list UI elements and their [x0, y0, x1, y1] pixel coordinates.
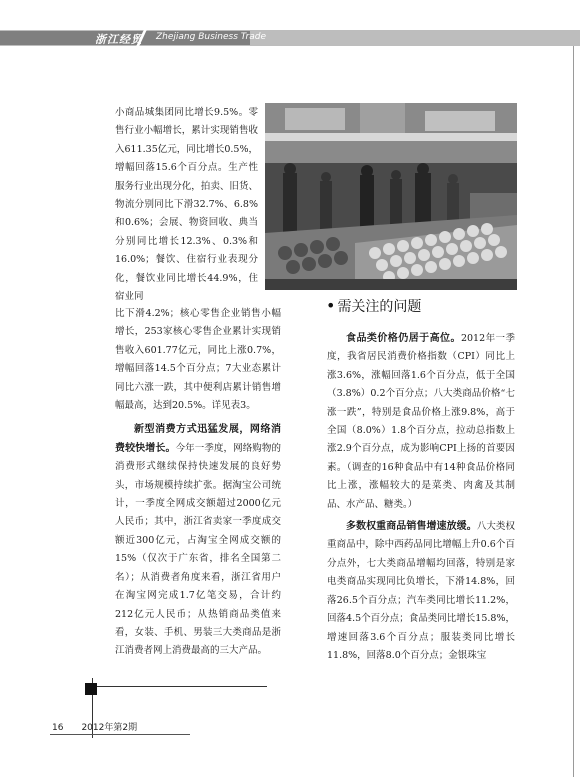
left-paragraph-retail: 比下滑4.2%；核心零售企业销售小幅增长，253家核心零售企业累计实现销售收入601.77亿元，同比上涨0.7%，增幅回落14.5个百分点；7大业态累计同比六涨一跌，其中便利店累计销售增幅最高，达到20.5%。详见表3。: [115, 308, 281, 412]
magazine-subtitle: Zhejiang Business Trade: [156, 32, 267, 42]
corner-mark-horizontal: [92, 686, 267, 687]
food-price-heading: 食品类价格仍居于高位。: [346, 333, 461, 344]
online-consumption-text: 今年一季度，网络购物的消费形式继续保持快速发展的良好势头，市场规模持续扩张。据淘宝公司统计，一季度全网成交额超过2000亿元人民币；其中，浙江省卖家一季度成交额近300亿元，占淘宝全网成交额的15%（仅次于广东省，排名全国第二名）；从消费者角度来看，浙江省用户在淘宝网完成1.7亿笔交易，合计约212亿元人民币；从热销商品类值来看，女装、手机、男装三大类商品是浙江消费者网上消费最高的三大产品。: [115, 442, 281, 657]
left-column-body: [115, 305, 281, 661]
right-paragraph-food: [327, 330, 515, 514]
online-consumption-heading: 新型消费方式迅猛发展，网络消费较快增长。: [115, 424, 281, 454]
goods-sales-text: 八大类权重商品中，除中西药品同比增幅上升0.6个百分点外，七大类商品增幅均回落，特别是家电类商品实现同比负增长，下滑14.8%，回落26.5个百分点；汽车类同比增长11.2%，回落4.5个百分点；食品类同比增长15.8%，增速回落3.6个百分点；服装类同比增长11.8%，回落8.0个百分点；金银珠宝: [327, 521, 515, 661]
right-paragraph-goods: [327, 518, 515, 665]
magazine-logo: 浙江经贸: [95, 33, 143, 46]
food-price-text: 2012年一季度，我省居民消费价格指数（CPI）同比上涨3.6%，涨幅回落1.6个百分点，低于全国（3.8%）0.2个百分点；八大类商品价格“七涨一跌”，特别是食品价格上涨9.8%，高于全国（8.0%）1.8个百分点，拉动总指数上涨2.9个百分点，成为影响CPI上扬的首要因素。（调查的16种食品中有14种食品价格同比上涨，涨幅较大的是菜类、肉禽及其制品、水产品、糖类。）: [327, 333, 515, 510]
goods-sales-heading: 多数权重商品销售增速放缓。: [346, 521, 477, 533]
page-edge-line: [573, 46, 574, 777]
section-heading: [326, 296, 421, 316]
right-column-body: [327, 330, 515, 665]
supermarket-photo: [265, 103, 517, 290]
left-paragraph-continued: 小商品城集团同比增长9.5%。零售行业小幅增长，累计实现销售收入611.35亿元，同比增长0.5%，增幅回落15.6个百分点。生产性服务行业出现分化，拍卖、旧货、物流分别同比下滑32.7%、6.8%和0.6%；会展、物资回收、典当分别同比增长12.3%、0.3%和16.0%；餐饮、住宿行业表现分化，餐饮业同比增长44.9%，住宿业同: [115, 107, 258, 303]
footer-rule: [50, 734, 190, 735]
corner-mark-square: [85, 683, 97, 695]
bullet-icon: •: [326, 296, 336, 315]
page-number: 16: [52, 723, 64, 733]
issue-label: 2012年第2期: [81, 723, 138, 733]
left-paragraph-online: [115, 421, 281, 660]
section-title: 需关注的问题: [337, 299, 422, 315]
page-footer: [52, 720, 137, 733]
